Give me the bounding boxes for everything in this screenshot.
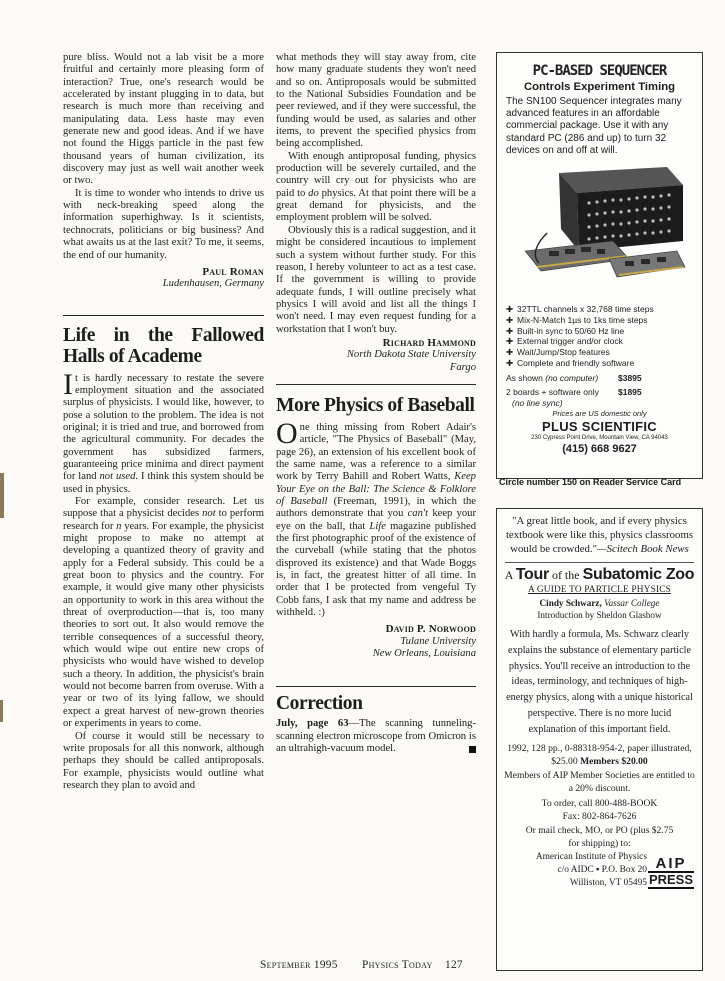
letter-paragraph: One thing missing from Robert Adair's article, "The Physics of Baseball" (May, page 26), an extension of his excellent book of the same name, was a reference to a similar work by Terry Bahill and Robert Watts, Keep Your Eye on the Ball: The Science & Folklore of Baseball (Freeman, 1991), in which the authors demonstrate that you can't keep your eye on the ball, that Life magazine published the first photographic proof of the existence of the curveball (while stating that the photos disproved its existence) and that Wade Boggs is, in fact, the greatest hitter of all time. In order that I be protected from vengeful Ty Cobb fans, I ask that my name and address be withheld. :) (276, 416, 476, 619)
letter-paragraph: It is time to wonder who intends to drive us with neck-breaking speed along the information superhighway. Is it scientists, technocrats, politicians or big business? And what awaits us at the last exit? To me, it seems, the end of our humanity. (63, 187, 264, 261)
feature-item: ✚ Complete and friendly software (506, 358, 635, 368)
section-rule (63, 315, 264, 316)
plus-bullet-icon: ✚ (506, 347, 514, 358)
letter-paragraph: With enough antiproposal funding, physics production will be severely curtailed, and the country will cry out for physicists who are paid to do physics. At that point there will be a great demand for physicists, and the employment problem will be solved. (276, 150, 476, 224)
book-description: With hardly a formula, Ms. Schwarz clearly explains the substance of elementary particle physics. You'll receive an introduction to the ideas, terminology, and techniques of high-energy physics, along with a unique historical perspective. There is no more lucid explanation of this important field. (506, 629, 693, 735)
letter-paragraph: what methods they will stay away from, cite how many graduate students they won't need and so on. Antiproposals would be submitted to the National Subsidies Foundation and be peer reviewed, and if they were successful, the funding would be used, as salaries and other items, to prevent the specified physics from being accomplished. (276, 52, 476, 150)
company-phone: (415) 668 9627 (562, 442, 637, 455)
author-affiliation: North Dakota State University Fargo (346, 349, 476, 373)
letter-paragraph: Of course it would still be necessary to write proposals for all this nonwork, although perhaps they should be called antiproposals. For example, physicists would outline what research they plan to avoid and (63, 730, 264, 791)
ad-body: The SN100 Sequencer integrates many advanced features in an affordable commercial package. Use it with any standard PC (286 and up) to turn 32 devices on and off at will. (506, 96, 682, 156)
book-subtitle: A GUIDE TO PARTICLE PHYSICS (527, 585, 672, 595)
price-row: 2 boards + software only $1895 (506, 387, 642, 398)
section-rule (276, 384, 476, 385)
drop-cap: O (276, 416, 298, 450)
page-number: 127 (445, 959, 463, 971)
correction-paragraph: July, page 63—The scanning tunneling-scanning electron microscope from Omicron is an ultrahigh-vacuum model. (276, 718, 477, 755)
feature-item: ✚ Wait/Jump/Stop features (506, 347, 610, 358)
divider (505, 562, 694, 563)
plus-bullet-icon: ✚ (506, 336, 514, 347)
review-quote: "A great little book, and if every physics textbook were like this, physics classrooms would be crowded."—Scitech Book News (505, 515, 694, 555)
section-heading-correction: Correction (276, 693, 363, 715)
sequencer-product-photo (517, 163, 689, 287)
magazine-name: Physics Today (362, 959, 433, 971)
section-rule (276, 686, 476, 687)
book-author: Cindy Schwarz, Vassar College (539, 598, 660, 608)
signature-roman (63, 266, 264, 291)
signature-hammond (276, 337, 476, 374)
ad-subtitle: Controls Experiment Timing (523, 81, 676, 93)
book-title: A Tour of the Subatomic Zoo (504, 566, 695, 583)
feature-item: ✚ Built-in sync to 50/60 Hz line (506, 325, 625, 336)
author-affiliation: Tulane University New Orleans, Louisiana (372, 635, 476, 660)
scan-edge-mark (0, 700, 3, 722)
book-introduction: Introduction by Sheldon Glashow (537, 610, 662, 620)
section-heading-baseball: More Physics of Baseball (276, 394, 475, 416)
plus-bullet-icon: ✚ (506, 314, 514, 325)
feature-item: ✚ Mix-N-Match 1µs to 1ks time steps (506, 314, 648, 325)
plus-bullet-icon: ✚ (506, 304, 514, 315)
aip-press-logo: AIP PRESS (648, 854, 694, 887)
author-name: Paul Roman (202, 265, 264, 278)
publisher-block (497, 851, 702, 891)
author-name: Richard Hammond (382, 336, 476, 349)
ad-title: PC-BASED SEQUENCER (532, 63, 667, 79)
column-1 (63, 52, 264, 792)
feature-item: ✚ 32TTL channels x 32,768 time steps (506, 304, 654, 315)
order-call: To order, call 800-488-BOOK (541, 797, 658, 809)
order-mail: Or mail check, MO, or PO (plus $2.75 for shipping) to: (525, 824, 674, 850)
feature-list (497, 304, 702, 369)
price-list: As shown (no computer) $3895 2 boards + software only $1895 (no line sync) (497, 373, 702, 409)
issue-date: September 1995 (260, 959, 338, 971)
plus-bullet-icon: ✚ (506, 325, 514, 336)
company-address: 230 Cypress Point Drive, Mountain View, CA 94043 (531, 434, 668, 441)
author-affiliation: Ludenhausen, Germany (162, 278, 264, 290)
feature-item: ✚ External trigger and/or clock (506, 336, 623, 347)
plus-bullet-icon: ✚ (506, 358, 514, 368)
end-mark-icon (469, 746, 476, 753)
reader-service-note: Circle number 150 on Reader Service Card (499, 477, 682, 487)
book-advertisement (496, 508, 703, 971)
letter-paragraph: For example, consider research. Let us suppose that a physicist decides not to perform research for n years. For example, the physicist might propose to make no attempt at developing a quantized theory of gravity and apply for a Federal subsidy. This could be a great boon to physics and the country. For example, it would give many other physicists an opportunity to work in this area without the threat of overproduction—that is, too many theories to sort out. It also would remove the terrible consequences of a successful theory, which would wipe out entire new crops of physicists who would have wished to develop such a theory. In addition, the physicist's brain would not become barren from overuse. With a year or two of its lying fallow, we should expect a great harvest of new-grown theories or experiments in years to come. (63, 495, 265, 730)
scan-edge-mark (0, 473, 4, 518)
section-heading-fallowed: Life in the Fallowed Halls of Academe (63, 324, 264, 367)
price-note: Prices are US domestic only (552, 408, 647, 418)
order-fax: Fax: 802-864-7626 (562, 811, 637, 823)
column-2 (276, 52, 476, 756)
publisher-address: American Institute of Physics c/o AIDC ▪ P.O. Box 20 Williston, VT 05495 (535, 851, 647, 889)
letter-paragraph: pure bliss. Would not a lab visit be a more fruitful and certainly more pleasing form of interaction? True, one's research would be accelerated by instant plugging in to data, but research is much more than receiving and manipulating data. Less haste may even generate new and good ideas. And if we have not found the Higgs particle in the past few thousand years of human civilization, its discovery may just as well wait another week or two. (63, 52, 264, 187)
book-pricing: 1992, 128 pp., 0-88318-954-2, paper illustrated, $25.00 Members $20.00 Members of AIP Member Societies are entitled to a 20% discount. (504, 742, 695, 795)
sequencer-advertisement (496, 52, 703, 479)
letter-paragraph: Obviously this is a radical suggestion, and it might be considered incautious to implement such a system without further study. For this reason, I hereby volunteer to act as a test case. If the government is willing to provide adequate funds, I will outline precisely what physics I will avoid and list all the things I won't need. I may even request funding for a workstation that I won't buy. (276, 224, 476, 335)
price-row: As shown (no computer) $3895 (506, 372, 642, 383)
drop-cap: I (63, 367, 73, 401)
author-name: David P. Norwood (385, 623, 476, 636)
letter-paragraph: It is hardly necessary to restate the severe employment situation and the associated surplus of physicists. I would like, however, to pose a solution to the problem. The idea is not original; it is tried and true, and borrowed from the agricultural community. For decades the government has subsidized farmers, guaranteeing price minima and direct payment for land not used. I think this system should be used in physics. (63, 367, 264, 495)
company-name: PLUS SCIENTIFIC (541, 418, 657, 434)
signature-norwood (276, 623, 476, 660)
